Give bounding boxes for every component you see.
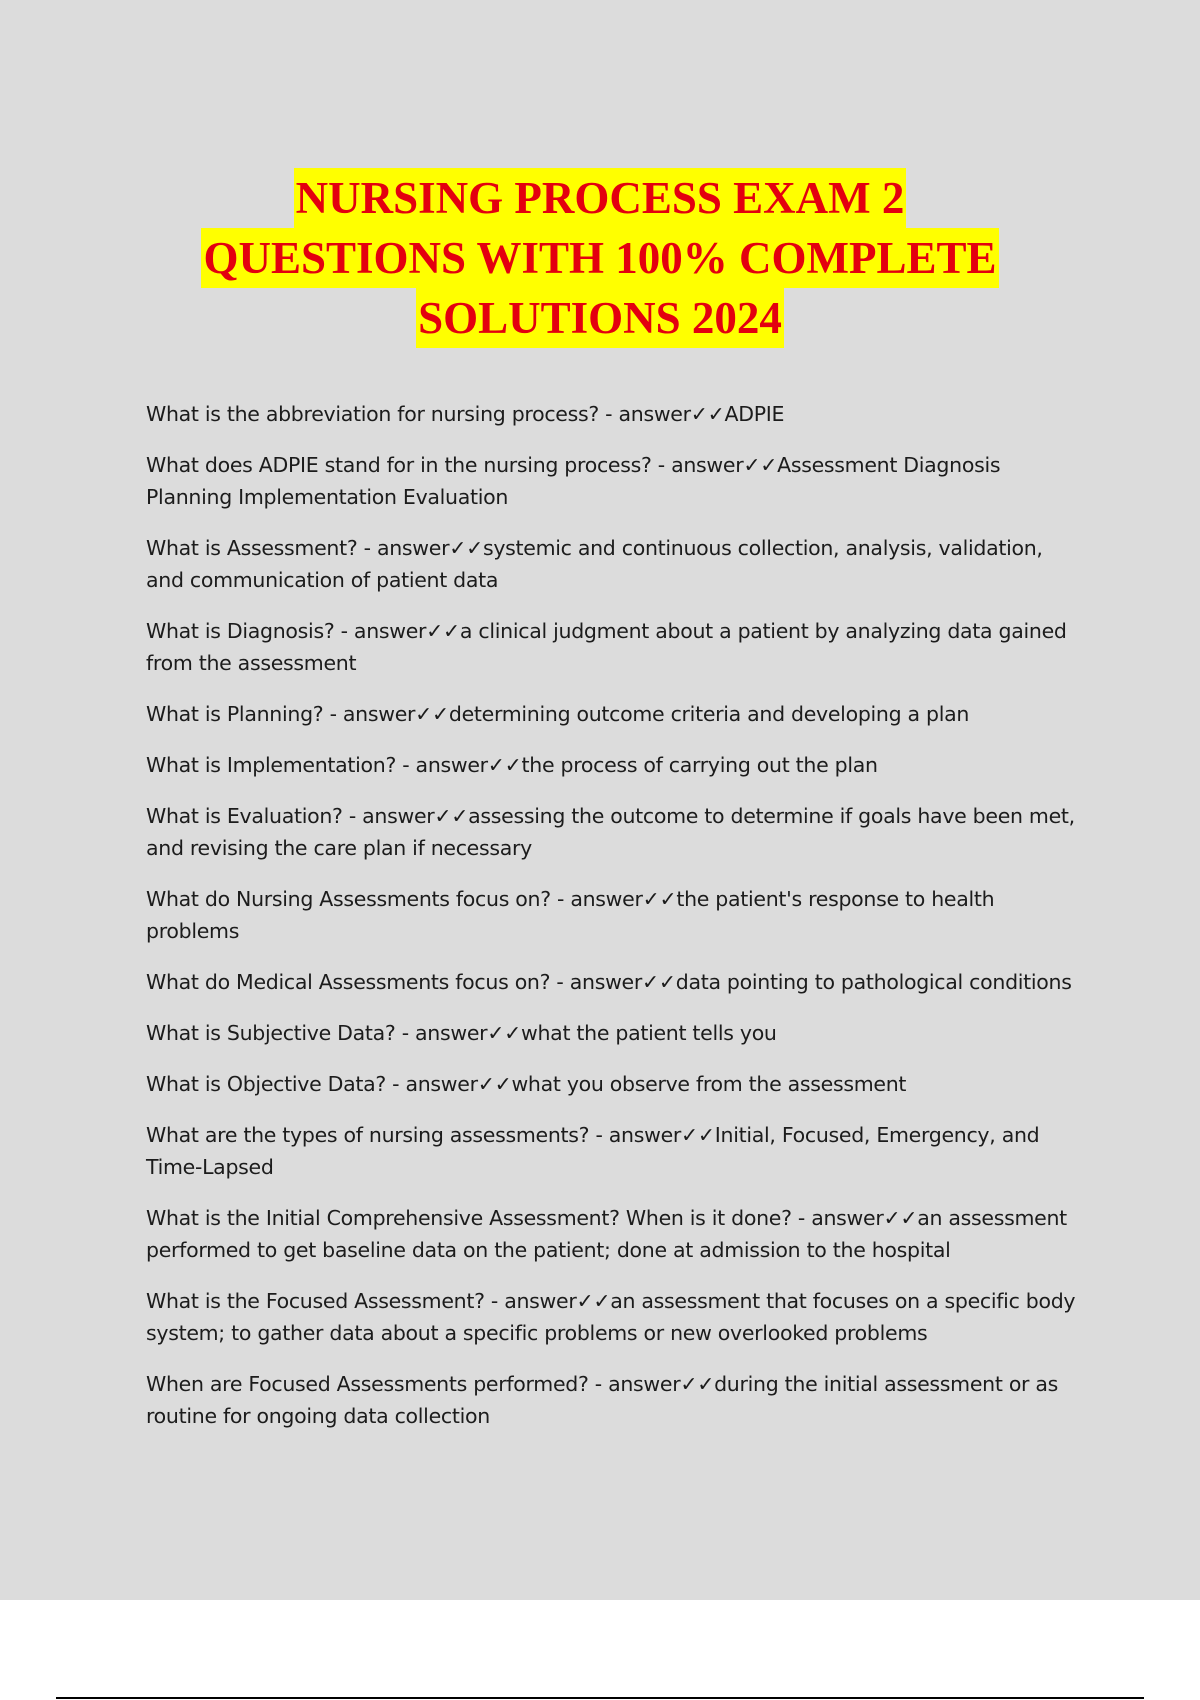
qa-list [146,398,1086,1451]
qa-item: What is the Focused Assessment? - answer✓✓an assessment that focuses on a specific body system; to gather data about a specific problems or new overlooked problems [146,1289,1076,1345]
qa-item: What do Nursing Assessments focus on? - answer✓✓the patient's response to health problems [146,887,995,943]
qa-item: What are the types of nursing assessments? - answer✓✓Initial, Focused, Emergency, and Time-Lapsed [146,1123,1040,1179]
qa-item: What is the Initial Comprehensive Assessment? When is it done? - answer✓✓an assessment performed to get baseline data on the patient; done at admission to the hospital [146,1206,1067,1262]
title-line-1: NURSING PROCESS EXAM 2 [294,168,907,228]
qa-item: What do Medical Assessments focus on? - answer✓✓data pointing to pathological conditions [146,970,1072,994]
title-line-2: QUESTIONS WITH 100% COMPLETE [201,228,998,288]
qa-item: What is Assessment? - answer✓✓systemic and continuous collection, analysis, validation, and communication of patient data [146,536,1043,592]
qa-item: What is the abbreviation for nursing process? - answer✓✓ADPIE [146,402,785,426]
qa-item: What is Planning? - answer✓✓determining outcome criteria and developing a plan [146,702,970,726]
qa-item: What does ADPIE stand for in the nursing process? - answer✓✓Assessment Diagnosis Planning Implementation Evaluation [146,453,1001,509]
qa-item: What is Diagnosis? - answer✓✓a clinical judgment about a patient by analyzing data gained from the assessment [146,619,1067,675]
document-title [0,168,1200,348]
title-line-3: SOLUTIONS 2024 [416,288,784,348]
footer-divider [56,1697,1144,1699]
qa-item: What is Objective Data? - answer✓✓what you observe from the assessment [146,1072,907,1096]
qa-item: What is Implementation? - answer✓✓the process of carrying out the plan [146,753,878,777]
qa-item: When are Focused Assessments performed? - answer✓✓during the initial assessment or as routine for ongoing data collection [146,1372,1059,1428]
qa-item: What is Evaluation? - answer✓✓assessing the outcome to determine if goals have been met, and revising the care plan if necessary [146,804,1075,860]
qa-item: What is Subjective Data? - answer✓✓what the patient tells you [146,1021,777,1045]
